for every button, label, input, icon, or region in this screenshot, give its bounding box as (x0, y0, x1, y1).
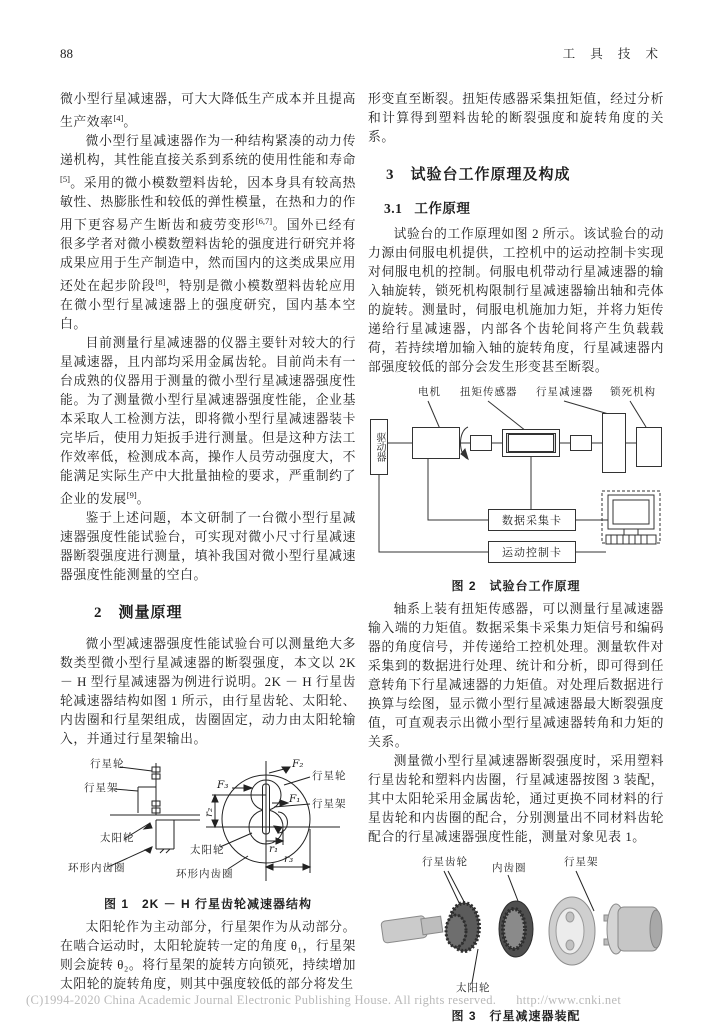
fig2-torque-sensor-box (502, 429, 560, 457)
figure-2-drawing (368, 385, 664, 571)
subsection-title: 工作原理 (414, 201, 471, 216)
left-column (60, 90, 356, 1024)
subsection-heading-3-1 (384, 197, 664, 217)
paragraph: 试验台的工作原理如图 2 所示。该试验台的动力源由伺服电机提供，工控机中的运动控制卡实现对伺服电机的控制。伺服电机带动行星减速器的输入轴旋转，锁死机构限制行星减速器输出轴和壳体的旋转。测量时，伺服电机施加力矩，并将力矩传递给行星减速器，内部各个齿轮间将产生负载载荷，若持续增加输入轴的旋转角度，行星减速器内部强度较低的部分会发生形变甚至断裂。 (368, 227, 664, 374)
paragraph: 鉴于上述问题，本文研制了一台微小型行星减速器强度性能试验台，可实现对微小尺寸行星减速器断裂强度进行测量，填补我国对微小型行星减速器强度性能测量的空白。 (60, 511, 356, 582)
fig1-symbol-f2: F₂ (292, 758, 304, 770)
section-number: 2 (94, 605, 103, 621)
figure-2-caption: 图 2 试验台工作原理 (451, 579, 581, 593)
fig1-label-ring: 环形内齿圈 (68, 863, 126, 874)
fig1-symbol-r3: r₃ (284, 853, 294, 865)
section-heading-3 (386, 163, 664, 184)
fig2-coupling-box-2 (570, 435, 592, 451)
paragraph: 目前测量行星减速器的仪器主要针对较大的行星减速器，且内部均采用金属齿轮。目前尚未有一台成熟的仪器用于测量的微小型行星减速器强度性能。为了测量微小型行星减速器强度性能，企业基本采取人工检测方法，即将微小型行星减速器装卡完毕后，使用力矩扳手进行测量。但是这种方法工作效率低，检测成本高，操作人员劳动强度大，不能满足实际生产中大批量抽检的要求，严重制约了企业的发展[9]。 (60, 336, 356, 506)
figure-1-caption: 图 1 2K － H 行星齿轮减速器结构 (103, 897, 313, 911)
fig2-reducer-box (602, 413, 626, 473)
fig1-label-carrier: 行星架 (84, 783, 119, 794)
fig2-torque-sensor-inner (508, 434, 554, 452)
figure-3-caption: 图 3 行星减速器装配 (451, 1009, 581, 1023)
fig3-label-carrier: 行星架 (564, 857, 599, 868)
fig1-label-sun-right: 太阳轮 (190, 845, 225, 856)
paragraph: 轴系上装有扭矩传感器，可以测量行星减速器输入端的力矩值。数据采集卡采集力矩信号和编码器的角度信号，并传递给工控机处理。测量软件对采集到的数据进行处理、统计和分析，即可得到任意转角下行星减速器的力矩值。对处理后数据进行换算与绘图，显示微小型行星减速器最大断裂强度值，可直观表示出微小型行星减速器转角和力矩的关系。 (368, 602, 664, 749)
paragraph: 太阳轮作为主动部分，行星架作为从动部分。在啮合运动时，太阳轮旋转一定的角度 θ₁，行星架则会旋转 θ₂。将行星架的旋转方向锁死，持续增加太阳轮的旋转角度，则其中强度较低的部分将发生 (60, 920, 356, 991)
fig1-label-planet-right: 行星轮 (312, 771, 347, 782)
fig1-label-sun: 太阳轮 (100, 833, 135, 844)
section-title: 测量原理 (118, 604, 183, 621)
paragraph: 微小型行星减速器作为一种结构紧凑的动力传递机构，其性能直接关系到系统的使用性能和寿命[5]。采用的微小模数塑料齿轮，因本身具有较高热敏性、热膨胀性和较低的弹性模量，在热和力的作用下更容易产生断齿和疲劳变形[6,7]。国外已经有很多学者对微小模数塑料齿轮的强度进行研究并将成果应用于生产制造中，然而国内的这类成果应用还处在起步阶段[8]，特别是微小模数塑料齿轮应用在微小型行星减速器上的强度研究，国内基本空白。 (60, 134, 356, 331)
figure-1-drawing (60, 757, 356, 889)
cnki-url: http://www.cnki.net (516, 993, 622, 1007)
fig2-label-lock: 锁死机构 (610, 387, 656, 398)
reducer-assembly-render (368, 855, 664, 1001)
fig3-label-sun-gear: 太阳轮 (456, 983, 491, 994)
section-title: 试验台工作原理及构成 (410, 166, 571, 183)
fig1-symbol-f3: F₃ (217, 779, 229, 791)
paragraph: 微小型行星减速器，可大大降低生产成本并且提高生产效率[4]。 (60, 92, 356, 129)
page-content (60, 44, 664, 1024)
fig1-symbol-r2: r₂ (203, 807, 215, 817)
right-column (368, 90, 664, 1024)
figure-2 (368, 385, 664, 594)
page-footer (26, 993, 621, 1008)
section-number: 3 (386, 167, 395, 183)
fig1-symbol-r1: r₁ (269, 843, 279, 855)
fig3-label-ring-gear: 内齿圈 (492, 863, 527, 874)
page-number: 88 (60, 46, 73, 61)
paragraph: 微小型减速器强度性能试验台可以测量绝大多数类型微小型行星减速器的断裂强度，本文以 2K － H 型行星减速器为例进行说明。2K － H 行星齿轮减速器结构如图 1 所示，由行星齿轮、太阳轮、内齿圈和行星架组成，齿圈固定，动力由太阳轮输入，并通过行星架输出。 (60, 637, 356, 746)
copyright-text: (C)1994-2020 China Academic Journal Electronic Publishing House. All rights reserved. (26, 993, 497, 1007)
journal-title: 工 具 技 术 (562, 47, 664, 61)
section-heading-2 (94, 601, 356, 622)
two-column-body (60, 90, 664, 1024)
fig3-label-planet-gear: 行星齿轮 (422, 857, 468, 868)
page-header (60, 44, 664, 62)
fig2-label-reducer: 行星减速器 (536, 387, 594, 398)
fig1-label-ring-right: 环形内齿圈 (176, 869, 234, 880)
fig2-lock-box (636, 427, 662, 467)
paragraph: 形变直至断裂。扭矩传感器采集扭矩值，经过分析和计算得到塑料齿轮的断裂强度和旋转角度的关系。 (368, 92, 664, 144)
fig2-driver-box: 驱动器 (370, 419, 388, 475)
fig1-symbol-f1: F₁ (289, 793, 301, 805)
fig2-motion-card-box: 运动控制卡 (488, 541, 576, 563)
subsection-number: 3.1 (384, 201, 403, 216)
fig2-coupling-box (470, 435, 492, 451)
figure-1 (60, 757, 356, 912)
fig2-motor-box (412, 427, 460, 459)
fig1-label-carrier-right: 行星架 (312, 799, 347, 810)
figure-3-drawing (368, 855, 664, 1001)
fig1-label-planet: 行星轮 (90, 759, 125, 770)
fig2-label-motor: 电机 (418, 387, 441, 398)
fig2-daq-card-box: 数据采集卡 (488, 509, 576, 531)
fig2-label-sensor: 扭矩传感器 (460, 387, 518, 398)
paragraph: 测量微小型行星减速器断裂强度时，采用塑料行星齿轮和塑料内齿圈，行星减速器按图 3 装配，其中太阳轮采用金属齿轮，通过更换不同材料的行星齿轮和内齿圈的配合，分别测量出不同材料齿轮配合的行星减速器强度性能，测量对象见表 1。 (368, 754, 664, 844)
